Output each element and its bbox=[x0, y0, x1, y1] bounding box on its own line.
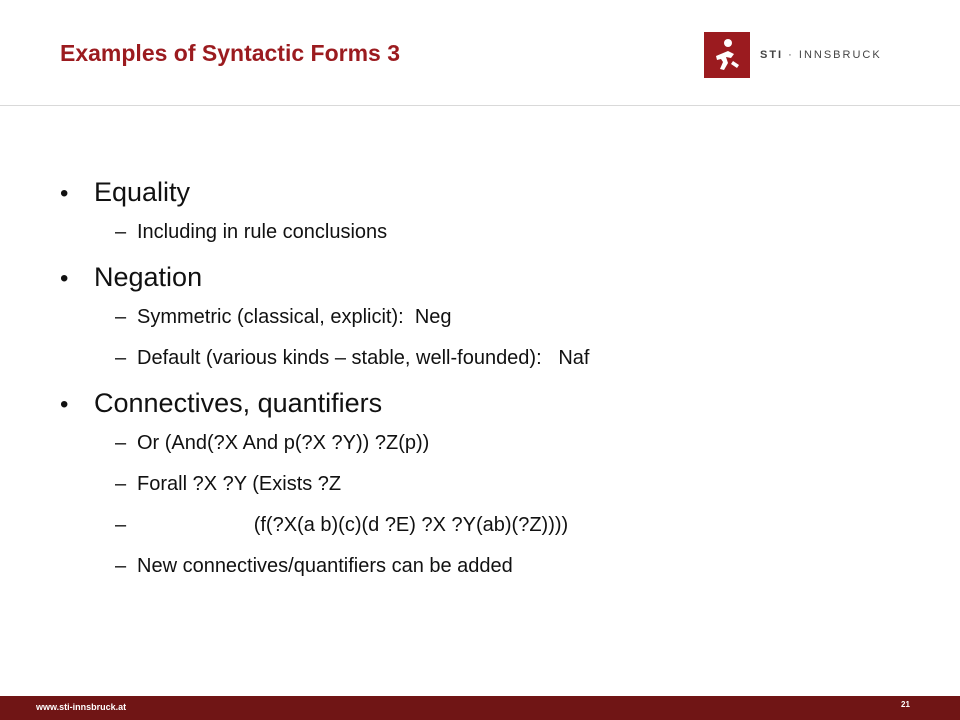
bullet-label: Negation bbox=[94, 262, 203, 292]
sub-item bbox=[60, 423, 920, 464]
bullet-dot: • bbox=[60, 391, 69, 418]
sub-dash: – bbox=[115, 221, 127, 243]
sub-item bbox=[60, 338, 920, 379]
logo-text-rest: · INNSBRUCK bbox=[783, 49, 882, 61]
page-number: 21 bbox=[901, 700, 910, 709]
sub-item bbox=[60, 505, 920, 546]
sub-text: (f(?X(a b)(c)(d ?E) ?X ?Y(ab)(?Z)))) bbox=[137, 514, 569, 536]
sub-item bbox=[60, 464, 920, 505]
sub-text: Default (various kinds – stable, well-founded): Naf bbox=[137, 347, 590, 369]
sub-text: Including in rule conclusions bbox=[137, 221, 388, 243]
sub-item bbox=[60, 297, 920, 338]
sub-dash: – bbox=[115, 555, 127, 577]
sub-item bbox=[60, 212, 920, 253]
footer-bar bbox=[0, 696, 960, 720]
sti-innsbruck-logo bbox=[704, 32, 882, 78]
sub-dash: – bbox=[115, 432, 127, 454]
sub-dash: – bbox=[115, 306, 127, 328]
logo-mark-icon bbox=[704, 32, 750, 78]
bullet-item bbox=[60, 383, 920, 423]
bullet-item bbox=[60, 172, 920, 212]
bullet-dot: • bbox=[60, 265, 69, 292]
slide-body bbox=[60, 172, 920, 587]
slide-title: Examples of Syntactic Forms 3 bbox=[60, 40, 401, 66]
bullet-label: Connectives, quantifiers bbox=[94, 388, 383, 418]
sub-dash: – bbox=[115, 347, 127, 369]
sub-text: Or (And(?X And p(?X ?Y)) ?Z(p)) bbox=[137, 432, 430, 454]
sub-text: Forall ?X ?Y (Exists ?Z bbox=[137, 473, 342, 495]
bullet-dot: • bbox=[60, 180, 69, 207]
header-divider bbox=[0, 105, 960, 106]
footer-url-link[interactable]: www.sti-innsbruck.at bbox=[36, 702, 127, 712]
logo-text bbox=[760, 49, 882, 61]
sub-item bbox=[60, 546, 920, 587]
logo-text-strong: STI bbox=[760, 49, 784, 61]
sub-dash: – bbox=[115, 514, 127, 536]
bullet-item bbox=[60, 257, 920, 297]
sub-text: Symmetric (classical, explicit): Neg bbox=[137, 306, 452, 328]
bullet-label: Equality bbox=[94, 177, 191, 207]
sub-text: New connectives/quantifiers can be added bbox=[137, 555, 513, 577]
sub-dash: – bbox=[115, 473, 127, 495]
